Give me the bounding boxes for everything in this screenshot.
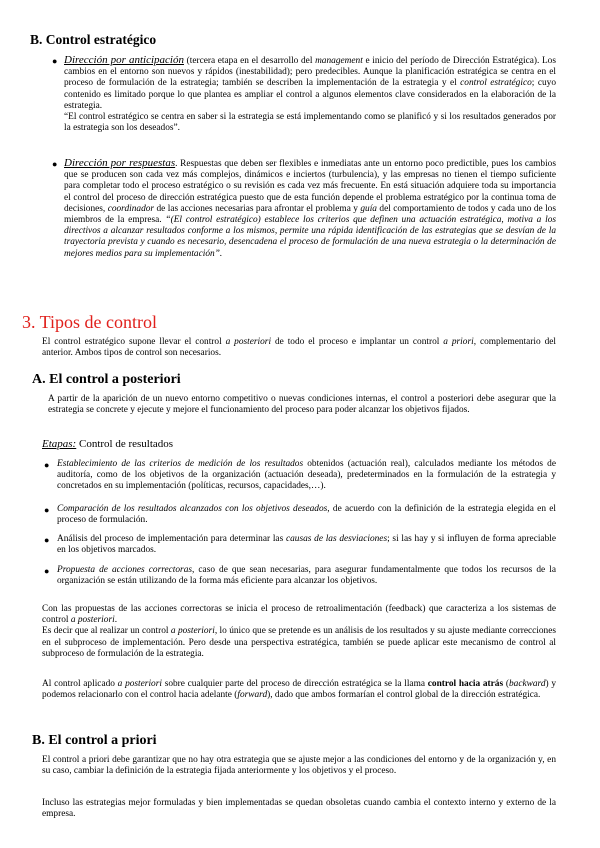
text: backward (508, 679, 546, 689)
section-b-control-priori-title: B. El control a priori (32, 733, 157, 748)
etapas-label: Etapas: (42, 438, 77, 450)
quote-criterios: “(El control estratégico) establece los criterios que definen una actuación estratégica, motiva a los directivos a alcanzar resultados conforme a los mismos, permite una rápida identificación de las estrategias que se desvían de la trayectoria prevista y cuando es necesario, desencadena el proceso de formulación de una nueva estrategia o la determinación de mejores medios para su implementación”. (64, 215, 557, 259)
text: ; cuyo contenido es limitado porque lo que plantea es ampliar el control a algunos elementos clave considerados en la elaboración de la estrategia. (64, 78, 556, 111)
term-direccion-respuestas: Dirección por respuestas (64, 157, 176, 169)
etapa-establecimiento-criterios (57, 459, 556, 493)
text: ; si las hay y si influyen de forma apreciable en los objetivos marcados. (57, 534, 556, 556)
text: (tercera etapa en el desarrollo del (183, 56, 316, 66)
retroalimentacion-paragraph (42, 604, 556, 660)
quote-control-estrategico: “El control estratégico se centra en saber si la estrategia se está implementando como se planificó y si los resultados generados por la estrategia son los deseados”. (64, 112, 556, 134)
bullet-dot: ● (44, 566, 50, 576)
text: Es decir que al realizar un control (42, 626, 171, 637)
text: sobre cualquier parte del proceso de dirección estratégica se la llama (161, 679, 428, 689)
text: . Respuestas que deben ser flexibles e inmediatas ante un entorno poco predictible, pues los cambios que se producen son cada vez más complejos, dinámicos e inciertos (turbulencia), y las empresas no tienen el tiempo suficiente para completar todo el proceso estratégico o su revisión es cada vez más frecuente. En está situación adquiere toda su importancia el control del proceso de dirección estratégica puesto que de esta función depende el problema estratégico por la continua toma de decisiones, (64, 159, 556, 214)
text: management (315, 56, 363, 66)
text: , lo único que se pretende es un análisis de los resultados y su ajuste mediante correcciones en el subproceso de implementación. Pero desde una perspectiva estratégica, también se puede aplicar este mecanismo de control al subproceso de formulación de la estrategia. (42, 626, 556, 659)
text: Propuesta de acciones correctoras (57, 565, 192, 575)
text: Establecimiento de las criterios de medición de los resultados (57, 459, 304, 469)
text: ), dado que ambos formarían el control global de la dirección estratégica. (267, 690, 541, 701)
bullet-dot: ● (44, 460, 50, 470)
text: de las acciones necesarias para afrontar el problema y (154, 203, 361, 214)
term-control-hacia-atras: control hacia atrás (427, 679, 504, 689)
text: guía (360, 203, 377, 214)
text: control estratégico (460, 78, 532, 89)
text: ) y podemos relacionarlo con el control hacia adelante ( (42, 679, 557, 701)
text: , complementario del anterior. Ambos tipos de control son necesarios. (42, 337, 556, 359)
text: e inicio del período de Dirección Estratégica). Los cambios en el entorno son nuevos y rápidos (inestabilidad); pero predecibles. Aunque la planificación estratégica se centra en el proceso de formulación de la estrategia; también se describen la implementación de la estrategia y el (64, 56, 556, 89)
text: Análisis del proceso de implementación para determinar las (57, 534, 286, 544)
control-priori-paragraph-2: Incluso las estrategias mejor formuladas y bien implementadas se quedan obsoletas cuando cambia el contexto interno y externo de la empresa. (42, 798, 556, 820)
bullet-direccion-respuestas (64, 158, 556, 260)
tipos-control-intro (42, 337, 556, 359)
etapas-text: Control de resultados (76, 438, 174, 450)
etapa-propuesta-acciones (57, 565, 556, 587)
etapa-analisis-implementacion (57, 534, 556, 556)
bullet-direccion-anticipacion (64, 55, 556, 134)
text: forward (237, 690, 268, 701)
etapas-heading (42, 438, 556, 451)
text: El control estratégico supone llevar el control (42, 337, 226, 347)
text: causas de las desviaciones (285, 534, 388, 544)
bullet-dot: ● (44, 535, 50, 545)
control-hacia-atras-paragraph (42, 679, 556, 701)
text: , caso de que sean necesarias, para asegurar fundamentalmente que todos los recursos de la organización se están utilizando de la forma más eficiente para alcanzar los objetivos. (57, 565, 556, 587)
text: a posteriori (170, 626, 215, 637)
control-priori-paragraph-1: El control a priori debe garantizar que no hay otra estrategia que se ajuste mejor a las condiciones del entorno y de la organización y, en su caso, cambiar la definición de la estrategia fijada anteriormente y los objetivos y el proceso. (42, 755, 556, 777)
bullet-dot: ● (44, 505, 50, 515)
text: , de acuerdo con la definición de la estrategia elegida en el proceso de formulación. (57, 504, 556, 526)
section-b-control-estrategico-title: B. Control estratégico (30, 32, 157, 47)
text: a posteriori (117, 679, 162, 689)
text: de todo el proceso e implantar un control (271, 337, 444, 347)
text: coordinador (107, 203, 155, 214)
text: Con las propuestas de las acciones correctoras se inicia el proceso de retroalimentación (feedback) que caracteriza a los sistemas de control (42, 604, 556, 626)
text: ( (503, 679, 509, 689)
bullet-dot: ● (52, 56, 58, 66)
text: Al control aplicado (42, 679, 118, 689)
text: a posteriori (225, 337, 272, 347)
text: del comportamiento de todos y cada uno de los miembros de la empresa. (64, 203, 556, 226)
etapa-comparacion-resultados (57, 504, 556, 526)
bullet-dot: ● (52, 159, 58, 169)
term-direccion-anticipacion: Dirección por anticipación (64, 54, 184, 66)
text: obtenidos (actuación real), calculados mediante los métodos de auditoría, como de los objetivos de la organización (actuación deseada), predeterminados en la formulación de la estrategia y concretados en su implementación (políticas, recursos, capacidades,…). (57, 459, 556, 492)
section-a-control-posteriori-title: A. El control a posteriori (32, 372, 181, 387)
text: a priori (443, 337, 474, 347)
section-3-tipos-de-control-title: 3. Tipos de control (22, 312, 158, 332)
text: a posteriori (70, 615, 115, 626)
text: . (114, 615, 118, 626)
text: Comparación de los resultados alcanzados con los objetivos deseados (57, 504, 328, 514)
control-posteriori-intro: A partir de la aparición de un nuevo entorno competitivo o nuevas condiciones internas, el control a posteriori debe asegurar que la estrategia se concrete y ejecute y mejore el funcionamiento del proceso para poder alcanzar los objetivos fijados. (48, 394, 556, 416)
